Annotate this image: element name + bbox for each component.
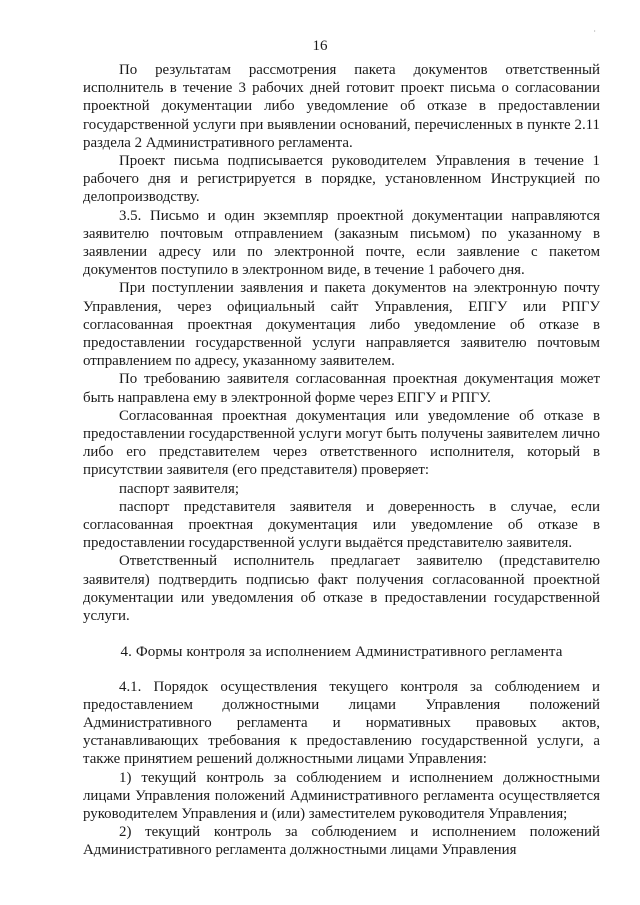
paragraph-personal-receipt: Согласованная проектная документация или уведомление об отказе в предоставлении государственной услуги могут быть получены заявителем лично либо его представителем через ответственного исполнителя, который в присутствии заявителя (его представителя) проверяет: <box>83 407 600 479</box>
list-item-control-2: 2) текущий контроль за соблюдением и исполнением положений Административного регламента должностными лицами Управления <box>83 824 600 859</box>
paragraph-results: По результатам рассмотрения пакета документов ответственный исполнитель в течение 3 рабочих дней готовит проект письма о согласовании проектной документации либо уведомление об отказе в предоставлении государственной услуги при выявлении оснований, перечисленных в пункте 2.11 раздела 2 Административного регламента. <box>83 62 600 151</box>
paragraph-electronic-form: По требованию заявителя согласованная проектная документация может быть направлена ему в электронной форме через ЕПГУ и РПГУ. <box>83 371 600 406</box>
list-item-representative-passport: паспорт представителя заявителя и доверенность в случае, если согласованная проектная документация или уведомление об отказе в предоставлении государственной услуги выдаётся представителю заявителя. <box>83 498 600 552</box>
paragraph-electronic-receipt: При поступлении заявления и пакета документов на электронную почту Управления, через официальный сайт Управления, ЕПГУ или РПГУ согласованная проектная документация либо уведомление об отказе в предоставлении государственной услуги направляется заявителю почтовым отправлением по адресу, указанному заявителем. <box>83 280 600 370</box>
paragraph-3-5: 3.5. Письмо и один экземпляр проектной документации направляются заявителю почтовым отправлением (заказным письмом) по указанному в заявлении адресу или по электронной почте, если заявление с пакетом документов поступило в электронном виде, в течение 1 рабочего дня. <box>83 207 600 279</box>
paragraph-signature-confirmation: Ответственный исполнитель предлагает заявителю (представителю заявителя) подтвердить подписью факт получения согласованной проектной документации или уведомления об отказе в предоставлении государственной услуги. <box>83 553 600 625</box>
paragraph-4-1: 4.1. Порядок осуществления текущего контроля за соблюдением и предоставлением должностными лицами Управления положений Административного регламента и нормативных правовых актов, устанавливающих требования к предоставлению государственной услуги, а также принятием решений должностными лицами Управления: <box>83 678 600 768</box>
document-body <box>83 61 600 860</box>
page-number: 16 <box>312 38 328 54</box>
corner-mark: · <box>593 27 596 36</box>
list-item-applicant-passport: паспорт заявителя; <box>119 480 239 497</box>
section-heading: 4. Формы контроля за исполнением Административного регламента <box>120 644 563 661</box>
list-item-control-1: 1) текущий контроль за соблюдением и исполнением должностными лицами Управления положений Административного регламента осуществляется руководителем Управления и (или) заместителем руководителя Управления; <box>83 769 600 822</box>
paragraph-letter-signing: Проект письма подписывается руководителем Управления в течение 1 рабочего дня и регистрируется в порядке, установленном Инструкцией по делопроизводству. <box>83 153 600 206</box>
